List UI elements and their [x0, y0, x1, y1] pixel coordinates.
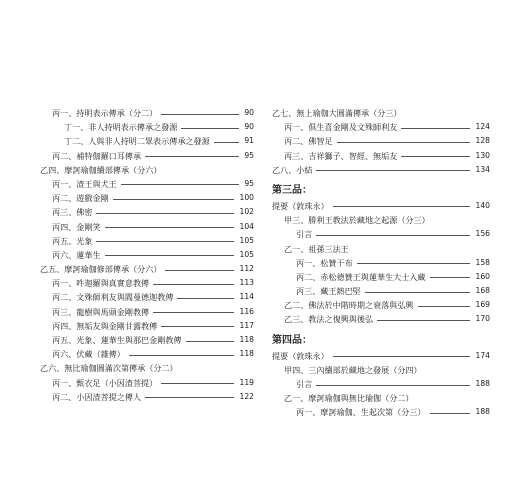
toc-entry[interactable]: [272, 349, 490, 363]
leader-line: [145, 397, 234, 398]
toc-entry[interactable]: [40, 262, 254, 276]
toc-entry-title: 引言: [296, 227, 314, 241]
toc-entry[interactable]: [272, 298, 490, 312]
toc-entry-title: 丙一、甄衣足（小因渣菩提）: [52, 376, 159, 390]
toc-entry[interactable]: [272, 312, 490, 326]
toc-entry[interactable]: [272, 284, 490, 298]
toc-entry-title: 丙二、遊戲金剛: [52, 191, 111, 205]
toc-entry-title: 丙四、金剛笑: [52, 220, 103, 234]
toc-entry[interactable]: [272, 227, 490, 241]
toc-entry-title: 丙二、佛智足: [284, 134, 335, 148]
leader-line: [105, 227, 234, 228]
toc-entry[interactable]: [40, 177, 254, 191]
toc-entry[interactable]: [40, 106, 254, 120]
toc-entry-title: 乙六、無比瑜伽圓滿次第傳承（分二）: [40, 361, 180, 375]
toc-entry-title: 乙一、摩訶瑜伽與無比瑜伽（分二）: [284, 391, 416, 405]
toc-page-number: 100: [238, 191, 255, 205]
toc-entry-title: 丙六、伏藏（雜傳）: [52, 347, 127, 361]
toc-page-number: 119: [238, 376, 255, 390]
toc-entry-title: 乙二、佛法於中階時期之衰落與弘興: [284, 298, 416, 312]
toc-page-number: 122: [238, 390, 255, 404]
section-heading: 第三品：: [272, 184, 312, 196]
toc-entry[interactable]: [40, 191, 254, 205]
toc-entry-title: 乙四、摩訶瑜伽續部傳承（分六）: [40, 163, 163, 177]
toc-page-number: 95: [242, 177, 254, 191]
toc-entry[interactable]: [272, 270, 490, 284]
leader-line: [161, 326, 234, 327]
toc-entry-title: 丙五、光象: [52, 234, 94, 248]
toc-entry-title: 丙二、小因渣菩提之傳人: [52, 390, 143, 404]
toc-page-number: 118: [238, 347, 255, 361]
toc-page-number: 169: [474, 298, 491, 312]
toc-entry-title: 丙二、文殊師利友與閻曼德迦教傳: [52, 290, 175, 304]
toc-entry-title: 丙二、赤松德贊王與蓮華生大士入藏: [296, 270, 428, 284]
toc-entry[interactable]: [272, 405, 490, 419]
toc-entry[interactable]: [40, 290, 254, 304]
leader-line: [161, 114, 239, 115]
toc-page-number: 160: [474, 270, 491, 284]
toc-page-number: 105: [238, 234, 255, 248]
section-heading: 第四品：: [272, 334, 312, 346]
toc-page-number: 118: [238, 333, 255, 347]
toc-entry-title: 乙一、祖孫三法王: [284, 242, 351, 256]
toc-entry-title: 丙一、渣王與犬王: [52, 177, 119, 191]
toc-right-column: [272, 106, 490, 420]
toc-entry-title: 丙一、持明表示傳承（分二）: [52, 106, 159, 120]
toc-entry[interactable]: [40, 333, 254, 347]
leader-line: [337, 142, 470, 143]
toc-entry-title: 丙三、藏王熱巴堅: [296, 284, 363, 298]
toc-page-number: 102: [238, 205, 255, 219]
leader-line: [113, 199, 234, 200]
leader-line: [96, 213, 234, 214]
toc-entry[interactable]: [40, 120, 254, 134]
leader-line: [161, 383, 234, 384]
leader-line: [186, 341, 234, 342]
toc-entry-title: 甲三、勝利王教法於藏地之起源（分三）: [284, 213, 432, 227]
toc-entry[interactable]: [272, 363, 490, 377]
toc-page-number: 174: [474, 349, 491, 363]
leader-line: [430, 413, 470, 414]
toc-entry[interactable]: [40, 276, 254, 290]
toc-entry[interactable]: [272, 391, 490, 405]
toc-entry[interactable]: [272, 134, 490, 148]
leader-line: [316, 385, 470, 386]
toc-entry[interactable]: [40, 134, 254, 148]
toc-page-number: 113: [238, 276, 255, 290]
toc-entry-title: 丁二、人與非人持明二眾表示傳承之發源: [64, 134, 212, 148]
toc-entry[interactable]: [40, 234, 254, 248]
leader-line: [401, 156, 470, 157]
leader-line: [129, 355, 234, 356]
toc-page-number: 168: [474, 284, 491, 298]
toc-entry-title: 提要（敦珠永）: [272, 199, 331, 213]
toc-entry[interactable]: [40, 149, 254, 163]
toc-entry-title: 乙五、摩訶瑜伽修部傳承（分六）: [40, 262, 163, 276]
toc-page-number: 130: [474, 149, 491, 163]
toc-entry[interactable]: [272, 163, 490, 177]
toc-page-number: 105: [238, 248, 255, 262]
toc-entry[interactable]: [272, 106, 490, 120]
toc-page-number: 90: [242, 106, 254, 120]
toc-entry-title: 乙八、小結: [272, 163, 314, 177]
toc-entry[interactable]: [40, 305, 254, 319]
toc-page-number: 116: [238, 305, 255, 319]
toc-entry[interactable]: [40, 163, 254, 177]
toc-entry-title: 丙四、無垢友與金剛甘露教傳: [52, 319, 159, 333]
toc-entry-title: 乙七、無上瑜伽大圓滿傳承（分三）: [272, 106, 404, 120]
leader-line: [333, 356, 470, 357]
toc-entry[interactable]: [40, 205, 254, 219]
leader-line: [105, 255, 234, 256]
leader-line: [377, 320, 470, 321]
toc-entry-title: 丙一、松贊干布: [296, 256, 355, 270]
leader-line: [418, 306, 470, 307]
toc-page-number: 158: [474, 256, 491, 270]
toc-page-number: 114: [238, 290, 255, 304]
toc-entry-title: 丙六、蓮華生: [52, 248, 103, 262]
toc-entry[interactable]: [40, 390, 254, 404]
toc-page-number: 112: [238, 262, 255, 276]
toc-entry-title: 引言: [296, 377, 314, 391]
toc-page-number: 104: [238, 220, 255, 234]
toc-page-number: 140: [474, 199, 491, 213]
leader-line: [165, 270, 234, 271]
leader-line: [153, 284, 234, 285]
toc-entry-title: 丙一、吽迦羅與真實意教傳: [52, 276, 151, 290]
toc-entry[interactable]: [272, 199, 490, 213]
toc-page-number: 134: [474, 163, 491, 177]
toc-left-column: [40, 106, 254, 404]
toc-entry-title: 丙三、龍樹與馬頭金剛教傳: [52, 305, 151, 319]
leader-line: [96, 241, 234, 242]
toc-entry[interactable]: [40, 248, 254, 262]
leader-line: [357, 263, 470, 264]
toc-entry-title: 丁一、非人持明表示傳承之發源: [64, 120, 179, 134]
leader-line: [145, 156, 239, 157]
leader-line: [430, 277, 470, 278]
toc-page-number: 95: [242, 149, 254, 163]
toc-entry[interactable]: [272, 120, 490, 134]
toc-page-number: 170: [474, 312, 491, 326]
toc-entry-title: 丙三、吉祥獅子、智經、無垢友: [284, 149, 399, 163]
leader-line: [153, 312, 234, 313]
leader-line: [365, 292, 470, 293]
leader-line: [121, 184, 239, 185]
leader-line: [401, 128, 470, 129]
toc-entry-title: 提要（敦珠永）: [272, 349, 331, 363]
toc-page-number: 156: [474, 227, 491, 241]
toc-entry[interactable]: [272, 213, 490, 227]
toc-entry[interactable]: [40, 347, 254, 361]
toc-page-number: 124: [474, 120, 491, 134]
toc-page-number: 128: [474, 134, 491, 148]
toc-entry-title: 丙一、俱生喜金剛及文殊師利友: [284, 120, 399, 134]
toc-entry[interactable]: [272, 242, 490, 256]
toc-entry[interactable]: [272, 256, 490, 270]
leader-line: [177, 298, 234, 299]
toc-entry-title: 乙三、教法之復興與後弘: [284, 312, 375, 326]
toc-entry-title: 丙三、佛密: [52, 205, 94, 219]
toc-entry[interactable]: [40, 220, 254, 234]
leader-line: [333, 206, 470, 207]
toc-page-number: 188: [474, 377, 491, 391]
toc-page-number: 91: [242, 134, 254, 148]
leader-line: [214, 142, 239, 143]
toc-entry-title: 丙五、光象、蓮華生與那巴金剛教傳: [52, 333, 184, 347]
toc-entry[interactable]: [40, 319, 254, 333]
leader-line: [181, 128, 239, 129]
toc-entry[interactable]: [272, 377, 490, 391]
toc-entry-title: 甲四、三內續部於藏地之發展（分四）: [284, 363, 424, 377]
toc-entry-title: 丙一、摩訶瑜伽、生起次第（分三）: [296, 405, 428, 419]
toc-entry[interactable]: [272, 149, 490, 163]
toc-page-number: 117: [238, 319, 255, 333]
toc-entry[interactable]: [40, 361, 254, 375]
toc-entry-title: 丙二、補特伽羅口耳傳承: [52, 149, 143, 163]
leader-line: [316, 170, 470, 171]
toc-page-number: 188: [474, 405, 491, 419]
leader-line: [316, 235, 470, 236]
toc-entry[interactable]: [40, 376, 254, 390]
toc-page-number: 90: [242, 120, 254, 134]
